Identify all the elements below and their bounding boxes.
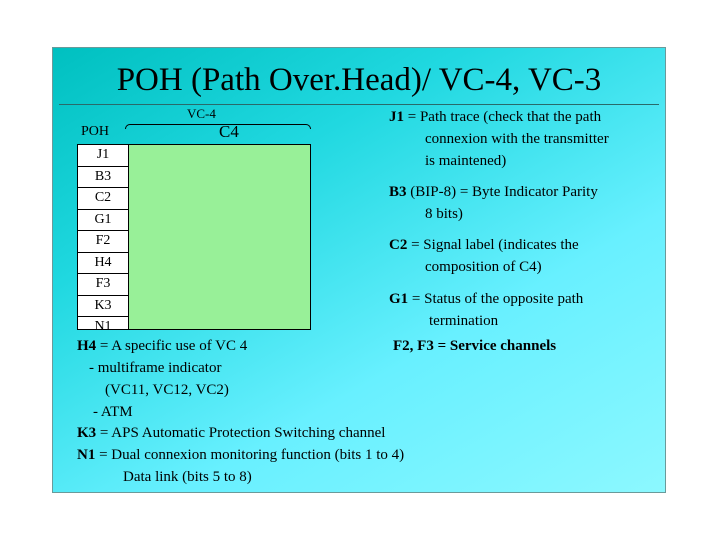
def-f2f3-text: = Service channels <box>433 338 557 354</box>
def-b3-term: B3 <box>389 184 407 200</box>
def-b3-text: (BIP-8) = Byte Indicator Parity <box>406 184 598 200</box>
def-h4-line3: (VC11, VC12, VC2) <box>105 382 229 398</box>
poh-byte-j1: J1 <box>78 145 128 167</box>
def-b3-line2: 8 bits) <box>425 206 463 222</box>
vc4-label: VC-4 <box>187 106 216 121</box>
def-c2-text: = Signal label (indicates the <box>407 237 579 253</box>
poh-byte-h4: H4 <box>78 253 128 275</box>
poh-byte-f3: F3 <box>78 274 128 296</box>
def-f2f3-line1 <box>393 335 556 357</box>
def-j1-line2: connexion with the transmitter <box>425 131 609 147</box>
def-h4-line4: - ATM <box>93 404 133 420</box>
poh-byte-b3: B3 <box>78 167 128 189</box>
def-j1-term: J1 <box>389 109 404 125</box>
def-g1-text: = Status of the opposite path <box>408 291 584 307</box>
def-j1-line1 <box>389 106 601 128</box>
def-h4-term: H4 <box>77 338 97 354</box>
def-k3-text: = APS Automatic Protection Switching channel <box>96 425 386 441</box>
def-n1-text: = Dual connexion monitoring function (bits 1 to 4) <box>95 447 405 463</box>
poh-byte-n1: N1 <box>94 319 112 334</box>
def-c2-term: C2 <box>389 237 408 253</box>
def-j1-line3: is maintened) <box>425 153 507 169</box>
poh-header: POH <box>81 124 110 139</box>
def-g1-line2: termination <box>429 313 499 329</box>
def-b3-line1 <box>389 181 598 203</box>
def-k3-term: K3 <box>77 425 97 441</box>
def-g1-line1 <box>389 288 583 310</box>
def-n1-line1 <box>77 444 404 466</box>
def-n1-term: N1 <box>77 447 96 463</box>
poh-byte-k3: K3 <box>78 296 128 318</box>
poh-byte-g1: G1 <box>78 210 128 232</box>
poh-byte-c2: C2 <box>78 188 128 210</box>
def-k3-line1 <box>77 422 385 444</box>
c4-payload-area <box>129 144 311 330</box>
c4-label: C4 <box>219 122 239 141</box>
def-h4-line1 <box>77 335 247 357</box>
def-j1-text: = Path trace (check that the path <box>404 109 602 125</box>
poh-byte-f2: F2 <box>78 231 128 253</box>
def-g1-term: G1 <box>389 291 409 307</box>
def-n1-line2: Data link (bits 5 to 8) <box>123 469 252 485</box>
vc4-bracket <box>125 124 311 129</box>
def-c2-line1 <box>389 234 579 256</box>
poh-column <box>77 144 129 334</box>
def-h4-text: = A specific use of VC 4 <box>96 338 248 354</box>
def-c2-line2: composition of C4) <box>425 259 542 275</box>
title-divider <box>59 104 659 105</box>
slide-title: POH (Path Over.Head)/ VC-4, VC-3 <box>116 62 602 98</box>
def-h4-line2: - multiframe indicator <box>89 360 222 376</box>
def-f2f3-term: F2, F3 <box>393 338 434 354</box>
slide <box>52 47 666 493</box>
